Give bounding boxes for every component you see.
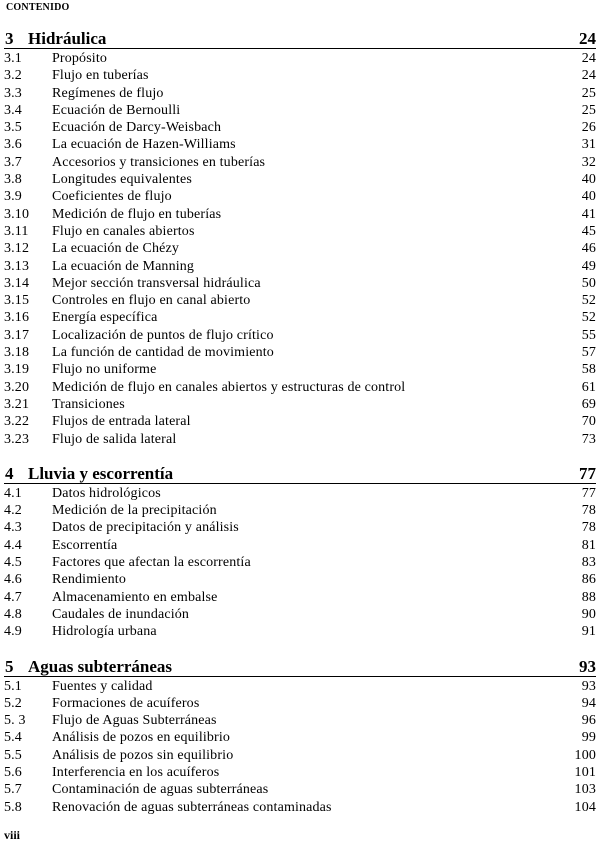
entry-title: Rendimiento — [52, 572, 126, 588]
entry-number: 3.14 — [4, 275, 30, 291]
chapter-page-number: 93 — [579, 656, 596, 676]
toc-entry[interactable] — [0, 292, 600, 309]
entry-page-number: 32 — [581, 154, 596, 170]
entry-page-number: 52 — [581, 310, 596, 326]
toc-entry[interactable] — [0, 413, 600, 430]
entry-number: 3.17 — [4, 327, 30, 343]
chapter-section — [0, 26, 600, 448]
toc-entry[interactable] — [0, 50, 600, 67]
toc-entry[interactable] — [0, 747, 600, 764]
entry-title: Energía específica — [52, 310, 158, 326]
entry-number: 3.11 — [4, 223, 29, 239]
entry-title: Ecuación de Bernoulli — [52, 102, 181, 118]
chapter-number: 5 — [5, 656, 14, 676]
entry-title: Análisis de pozos en equilibrio — [52, 730, 231, 746]
chapter-rule — [4, 483, 596, 484]
entry-number: 3.4 — [4, 102, 22, 118]
entry-title: Caudales de inundación — [52, 606, 190, 622]
toc-entry[interactable] — [0, 589, 600, 606]
entry-number: 3.19 — [4, 362, 30, 378]
entry-number: 3.15 — [4, 293, 30, 309]
entry-number: 3.2 — [4, 68, 22, 84]
entry-title: Hidrología urbana — [52, 624, 157, 640]
entry-number: 3.5 — [4, 120, 22, 136]
chapter-heading[interactable] — [0, 461, 600, 485]
entry-title: La ecuación de Hazen-Williams — [52, 137, 236, 153]
toc-entry[interactable] — [0, 485, 600, 502]
toc-entry[interactable] — [0, 379, 600, 396]
entry-title: Propósito — [52, 51, 108, 66]
entry-page-number: 25 — [581, 85, 596, 101]
entry-number: 5.7 — [4, 782, 22, 798]
chapter-title: Hidráulica — [28, 29, 107, 48]
toc-entry[interactable] — [0, 136, 600, 153]
entry-number: 3.16 — [4, 310, 30, 326]
entry-page-number: 50 — [581, 275, 596, 291]
entry-title: Transiciones — [52, 396, 125, 412]
entry-number: 3.12 — [4, 241, 30, 257]
entry-page-number: 46 — [581, 241, 596, 257]
entry-number: 3.22 — [4, 414, 30, 430]
toc-entry[interactable] — [0, 154, 600, 171]
entry-title: Factores que afectan la escorrentía — [52, 555, 251, 571]
entry-page-number: 52 — [581, 293, 596, 309]
toc-entry[interactable] — [0, 240, 600, 257]
entry-title: Localización de puntos de flujo crítico — [52, 327, 274, 343]
toc-entry[interactable] — [0, 188, 600, 205]
entry-page-number: 93 — [581, 678, 596, 694]
entry-title: La función de cantidad de movimiento — [52, 345, 274, 361]
chapter-rule — [4, 676, 596, 677]
toc-entry[interactable] — [0, 344, 600, 361]
entry-title: Regímenes de flujo — [52, 85, 164, 101]
entry-page-number: 49 — [581, 258, 596, 274]
entry-number: 5.6 — [4, 764, 22, 780]
toc-entry[interactable] — [0, 327, 600, 344]
entry-number: 4.1 — [4, 485, 22, 501]
toc-entry[interactable] — [0, 67, 600, 84]
entry-page-number: 25 — [581, 102, 596, 118]
entry-page-number: 61 — [581, 379, 596, 395]
entry-page-number: 78 — [581, 520, 596, 536]
toc-entry[interactable] — [0, 623, 600, 640]
entry-page-number: 24 — [581, 68, 596, 84]
entry-number: 4.5 — [4, 555, 22, 571]
entry-title: Datos de precipitación y análisis — [52, 520, 239, 536]
entry-number: 5.5 — [4, 747, 22, 763]
toc-entry[interactable] — [0, 678, 600, 695]
entry-title: Renovación de aguas subterráneas contaminadas — [52, 799, 332, 815]
toc-entry[interactable] — [0, 606, 600, 623]
chapter-section — [0, 461, 600, 641]
entry-title: Medición de flujo en canales abiertos y estructuras de control — [52, 379, 406, 395]
entry-number: 4.6 — [4, 572, 22, 588]
entry-page-number: 31 — [581, 137, 596, 153]
toc-entry[interactable] — [0, 275, 600, 292]
entry-page-number: 57 — [581, 345, 596, 361]
toc-entry[interactable] — [0, 712, 600, 729]
chapter-title: Lluvia y escorrentía — [28, 463, 174, 483]
chapter-number: 4 — [5, 463, 14, 483]
entry-page-number: 99 — [581, 730, 596, 746]
entry-number: 3.3 — [4, 85, 22, 101]
toc-entry[interactable] — [0, 571, 600, 588]
entry-page-number: 55 — [581, 327, 596, 343]
toc-entry[interactable] — [0, 206, 600, 223]
entry-title: Almacenamiento en embalse — [52, 589, 218, 605]
entry-title: Medición de la precipitación — [52, 503, 217, 519]
entry-number: 4.8 — [4, 606, 22, 622]
entry-number: 4.2 — [4, 503, 22, 519]
entry-page-number: 101 — [574, 764, 596, 780]
entry-page-number: 58 — [581, 362, 596, 378]
chapter-number: 3 — [5, 29, 14, 48]
toc-entry[interactable] — [0, 396, 600, 413]
toc-entry[interactable] — [0, 361, 600, 378]
entry-page-number: 26 — [581, 120, 596, 136]
entry-page-number: 96 — [581, 713, 596, 729]
entry-page-number: 81 — [581, 537, 596, 553]
toc-entry[interactable] — [0, 554, 600, 571]
entry-page-number: 40 — [581, 172, 596, 188]
entry-page-number: 94 — [581, 695, 596, 711]
entry-page-number: 90 — [581, 606, 596, 622]
entry-page-number: 45 — [581, 223, 596, 239]
entry-page-number: 103 — [574, 782, 596, 798]
entry-number: 3.9 — [4, 189, 22, 205]
entry-number: 4.4 — [4, 537, 22, 553]
entry-title: Formaciones de acuíferos — [52, 695, 200, 711]
toc-entry[interactable] — [0, 764, 600, 781]
entry-page-number: 88 — [581, 589, 596, 605]
toc-entry[interactable] — [0, 519, 600, 536]
entry-number: 5.1 — [4, 678, 22, 694]
chapter-heading[interactable] — [0, 26, 600, 50]
entry-title: Mejor sección transversal hidráulica — [52, 275, 261, 291]
chapter-title: Aguas subterráneas — [28, 656, 173, 676]
entry-number: 3.6 — [4, 137, 22, 153]
entry-title: Flujos de entrada lateral — [52, 414, 191, 430]
entry-number: 3.18 — [4, 345, 30, 361]
entry-title: Análisis de pozos sin equilibrio — [52, 747, 234, 763]
entry-page-number: 41 — [581, 206, 596, 222]
entry-page-number: 78 — [581, 503, 596, 519]
entry-number: 3.1 — [4, 51, 22, 66]
entry-number: 5. 3 — [4, 713, 26, 729]
entry-number: 5.4 — [4, 730, 22, 746]
entry-title: Ecuación de Darcy-Weisbach — [52, 120, 222, 136]
entry-page-number: 24 — [581, 51, 596, 66]
toc-entry[interactable] — [0, 537, 600, 554]
entry-title: Flujo de Aguas Subterráneas — [52, 713, 217, 729]
entry-title: Interferencia en los acuíferos — [52, 764, 220, 780]
entry-title: La ecuación de Manning — [52, 258, 195, 274]
entry-number: 3.21 — [4, 396, 30, 412]
toc-entry[interactable] — [0, 309, 600, 326]
chapter-page-number: 77 — [579, 463, 596, 483]
entry-page-number: 91 — [581, 624, 596, 640]
entry-title: Escorrentía — [52, 537, 118, 553]
entry-number: 4.7 — [4, 589, 22, 605]
chapter-heading[interactable] — [0, 654, 600, 678]
entry-number: 5.8 — [4, 799, 22, 815]
toc-entry[interactable] — [0, 781, 600, 798]
entry-page-number: 100 — [574, 747, 596, 763]
chapter-section — [0, 654, 600, 816]
entry-title: Flujo en tuberías — [52, 68, 149, 84]
entry-page-number: 77 — [581, 485, 596, 501]
toc-entry[interactable] — [0, 119, 600, 136]
entry-title: Fuentes y calidad — [52, 678, 153, 694]
chapter-page-number: 24 — [579, 29, 596, 48]
entry-title: Medición de flujo en tuberías — [52, 206, 222, 222]
toc-entry[interactable] — [0, 799, 600, 816]
entry-number: 3.10 — [4, 206, 30, 222]
entry-page-number: 86 — [581, 572, 596, 588]
entry-title: Flujo en canales abiertos — [52, 223, 195, 239]
entry-title: Accesorios y transiciones en tuberías — [52, 154, 266, 170]
entry-page-number: 70 — [581, 414, 596, 430]
toc-entry[interactable] — [0, 223, 600, 240]
toc-entry[interactable] — [0, 258, 600, 275]
entry-number: 4.9 — [4, 624, 22, 640]
entry-page-number: 69 — [581, 396, 596, 412]
entry-title: Flujo de salida lateral — [52, 431, 177, 447]
entry-page-number: 104 — [574, 799, 596, 815]
toc-entry[interactable] — [0, 431, 600, 448]
toc-entry[interactable] — [0, 102, 600, 119]
entry-title: Controles en flujo en canal abierto — [52, 293, 251, 309]
entry-title: Datos hidrológicos — [52, 485, 161, 501]
toc-entry[interactable] — [0, 85, 600, 102]
entry-number: 4.3 — [4, 520, 22, 536]
entry-title: La ecuación de Chézy — [52, 241, 179, 257]
entry-number: 3.13 — [4, 258, 30, 274]
table-of-contents — [0, 26, 600, 829]
chapter-rule — [4, 48, 596, 49]
entry-page-number: 73 — [581, 431, 596, 447]
entry-number: 3.20 — [4, 379, 30, 395]
toc-entry[interactable] — [0, 171, 600, 188]
entry-number: 3.23 — [4, 431, 30, 447]
entry-page-number: 83 — [581, 555, 596, 571]
entry-title: Contaminación de aguas subterráneas — [52, 782, 269, 798]
entry-title: Coeficientes de flujo — [52, 189, 172, 205]
entry-number: 5.2 — [4, 695, 22, 711]
entry-number: 3.8 — [4, 172, 22, 188]
running-head: CONTENIDO — [6, 2, 70, 13]
page-folio: viii — [4, 828, 21, 842]
entry-title: Flujo no uniforme — [52, 362, 157, 378]
entry-title: Longitudes equivalentes — [52, 172, 192, 188]
toc-entry[interactable] — [0, 695, 600, 712]
entry-number: 3.7 — [4, 154, 22, 170]
toc-entry[interactable] — [0, 729, 600, 746]
toc-entry[interactable] — [0, 502, 600, 519]
entry-page-number: 40 — [581, 189, 596, 205]
